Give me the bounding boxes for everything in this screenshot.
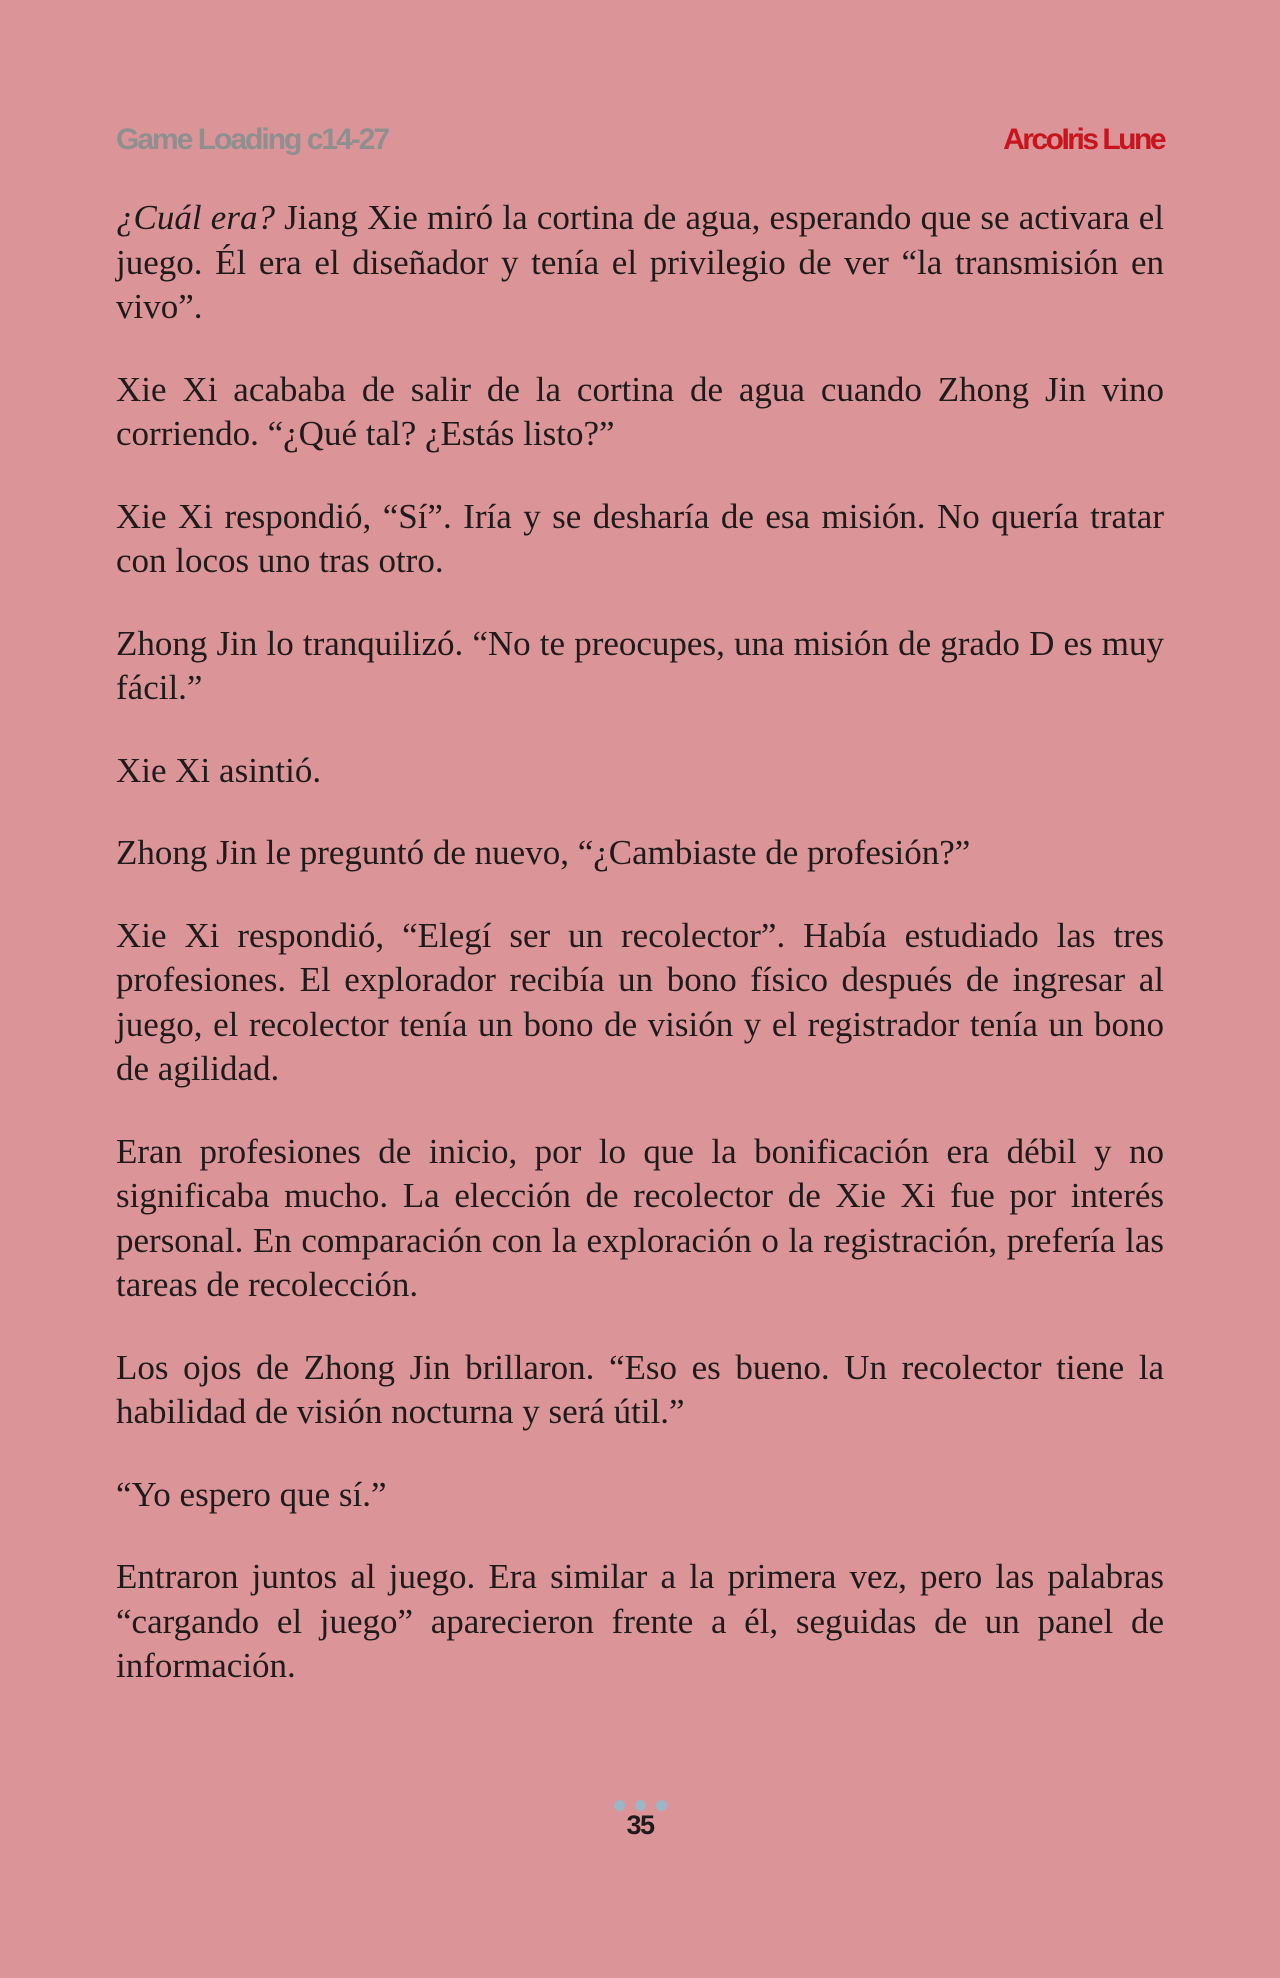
paragraph-8: Eran profesiones de inicio, por lo que la bonificación era débil y no significaba mucho. La elección de recolector de Xie Xi fue por interés personal. En comparación con la exploración o la registración, prefería las tareas de recolección. [116,1131,1164,1304]
page-header [116,118,1164,162]
paragraph-1 [116,196,1164,330]
paragraph-3: Xie Xi respondió, “Sí”. Iría y se desharía de esa misión. No quería tratar con locos uno tras otro. [116,496,1164,580]
translator-credit: ArcoIris Lune [1003,123,1164,156]
book-title: Game Loading c14-27 [116,123,389,156]
paragraph-11: Entraron juntos al juego. Era similar a la primera vez, pero las palabras “cargando el juego” aparecieron frente a él, seguidas de un panel de información. [116,1557,1164,1685]
dot-icon [656,1800,667,1811]
paragraph-5: Xie Xi asintió. [116,750,322,790]
paragraph-9: Los ojos de Zhong Jin brillaron. “Eso es bueno. Un recolector tiene la habilidad de visión nocturna y será útil.” [116,1347,1164,1431]
page-footer [0,1800,1280,1841]
dot-icon [614,1800,625,1811]
page-number: 35 [626,1810,654,1840]
paragraph-6: Zhong Jin le preguntó de nuevo, “¿Cambiaste de profesión?” [116,833,971,872]
paragraph-10: “Yo espero que sí.” [116,1474,387,1514]
paragraph-7: Xie Xi respondió, “Elegí ser un recolector”. Había estudiado las tres profesiones. El explorador recibía un bono físico después de ingresar al juego, el recolector tenía un bono de visión y el registrador tenía un bono de agilidad. [116,915,1164,1088]
paragraph-4: Zhong Jin lo tranquilizó. “No te preocupes, una misión de grado D es muy fácil.” [116,623,1164,707]
paragraph-1-text: Jiang Xie miró la cortina de agua, esperando que se activara el juego. Él era el diseñador y tenía el privilegio de ver “la transmisión en vivo”. [116,198,1164,326]
paragraph-2: Xie Xi acababa de salir de la cortina de agua cuando Zhong Jin vino corriendo. “¿Qué tal? ¿Estás listo?” [116,369,1164,453]
paragraph-1-italic-lead: ¿Cuál era? [116,198,275,237]
page-body [116,196,1164,1727]
